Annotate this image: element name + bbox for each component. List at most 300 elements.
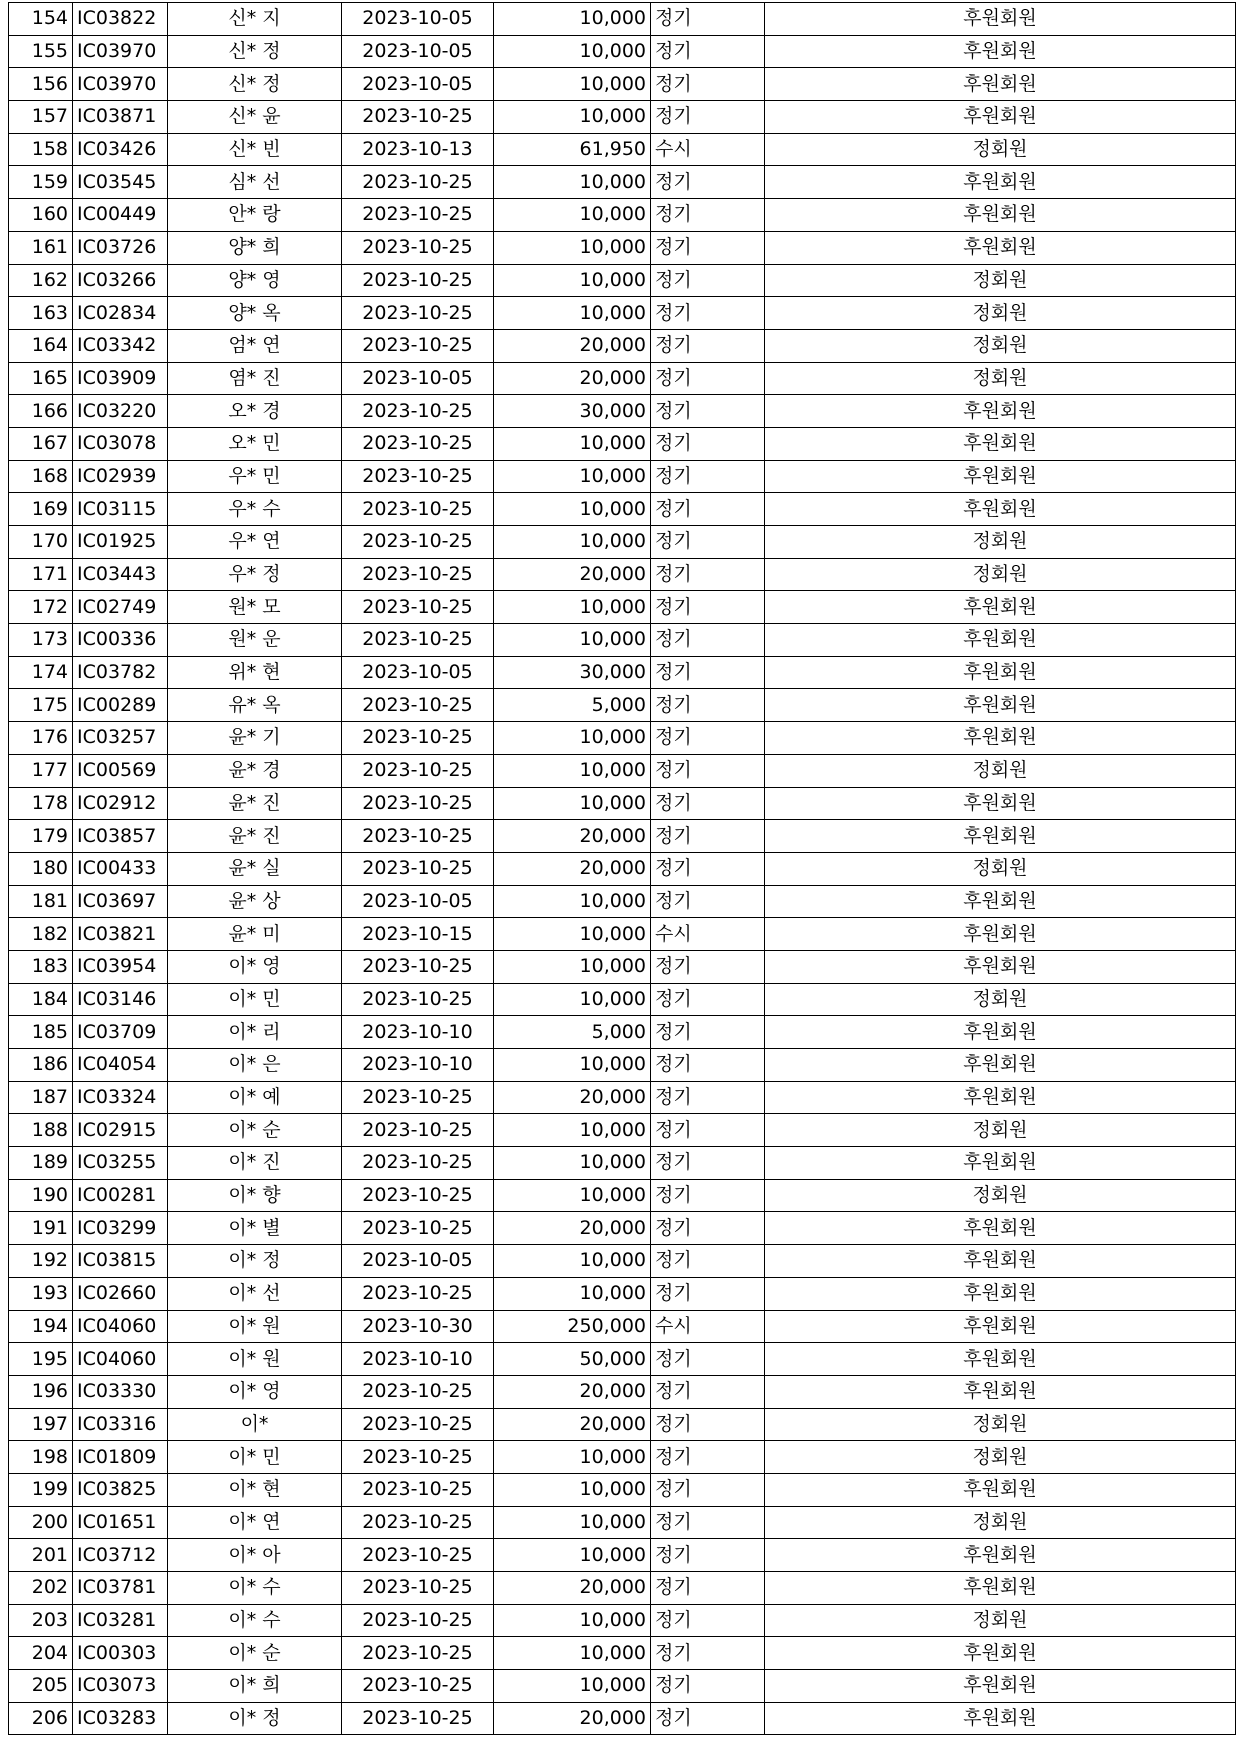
- table-row: [9, 1016, 1236, 1049]
- donation-date-cell: 2023-10-05: [342, 656, 494, 689]
- table-row: [9, 950, 1236, 983]
- member-name-cell: 우* 민: [168, 460, 342, 493]
- member-name-cell: 심* 선: [168, 166, 342, 199]
- table-row: [9, 1375, 1236, 1408]
- member-category-cell: 정회원: [765, 362, 1236, 395]
- member-category-cell: 후원회원: [765, 460, 1236, 493]
- member-id-cell: IC01651: [73, 1506, 168, 1539]
- donation-amount-cell: 20,000: [494, 1375, 651, 1408]
- donation-amount-cell: 10,000: [494, 885, 651, 918]
- row-number-cell: 182: [9, 918, 73, 951]
- member-category-cell: 후원회원: [765, 1473, 1236, 1506]
- member-id-cell: IC03299: [73, 1212, 168, 1245]
- donation-amount-cell: 10,000: [494, 1114, 651, 1147]
- row-number-cell: 188: [9, 1114, 73, 1147]
- row-number-cell: 206: [9, 1702, 73, 1735]
- table-row: [9, 199, 1236, 232]
- donation-date-cell: 2023-10-25: [342, 329, 494, 362]
- member-name-cell: 이*: [168, 1408, 342, 1441]
- table-row: [9, 1473, 1236, 1506]
- row-number-cell: 183: [9, 950, 73, 983]
- member-category-cell: 정회원: [765, 852, 1236, 885]
- member-name-cell: 이* 예: [168, 1081, 342, 1114]
- donation-date-cell: 2023-10-25: [342, 1702, 494, 1735]
- member-category-cell: 후원회원: [765, 1245, 1236, 1278]
- donation-amount-cell: 10,000: [494, 722, 651, 755]
- member-category-cell: 후원회원: [765, 1016, 1236, 1049]
- donation-type-cell: 정기: [651, 983, 765, 1016]
- member-id-cell: IC03266: [73, 264, 168, 297]
- member-id-cell: IC03283: [73, 1702, 168, 1735]
- donation-type-cell: 정기: [651, 1604, 765, 1637]
- donation-date-cell: 2023-10-25: [342, 1473, 494, 1506]
- donation-type-cell: 정기: [651, 1343, 765, 1376]
- table-row: [9, 329, 1236, 362]
- member-name-cell: 오* 경: [168, 395, 342, 428]
- member-category-cell: 후원회원: [765, 1081, 1236, 1114]
- donation-amount-cell: 5,000: [494, 689, 651, 722]
- member-name-cell: 우* 정: [168, 558, 342, 591]
- table-row: [9, 264, 1236, 297]
- donation-ledger-table: [8, 2, 1236, 1735]
- row-number-cell: 158: [9, 133, 73, 166]
- donation-amount-cell: 20,000: [494, 329, 651, 362]
- donation-type-cell: 정기: [651, 1179, 765, 1212]
- donation-type-cell: 정기: [651, 885, 765, 918]
- member-category-cell: 후원회원: [765, 3, 1236, 36]
- table-row: [9, 1506, 1236, 1539]
- donation-date-cell: 2023-10-25: [342, 983, 494, 1016]
- member-category-cell: 정회원: [765, 526, 1236, 559]
- member-category-cell: 정회원: [765, 1408, 1236, 1441]
- table-row: [9, 1343, 1236, 1376]
- donation-type-cell: 정기: [651, 1408, 765, 1441]
- donation-type-cell: 정기: [651, 1147, 765, 1180]
- donation-amount-cell: 20,000: [494, 362, 651, 395]
- member-id-cell: IC01925: [73, 526, 168, 559]
- member-id-cell: IC03220: [73, 395, 168, 428]
- member-id-cell: IC03821: [73, 918, 168, 951]
- table-row: [9, 918, 1236, 951]
- row-number-cell: 203: [9, 1604, 73, 1637]
- member-id-cell: IC03115: [73, 493, 168, 526]
- table-row: [9, 558, 1236, 591]
- member-id-cell: IC03822: [73, 3, 168, 36]
- table-row: [9, 885, 1236, 918]
- member-name-cell: 윤* 상: [168, 885, 342, 918]
- table-row: [9, 1637, 1236, 1670]
- donation-type-cell: 수시: [651, 1310, 765, 1343]
- member-id-cell: IC03545: [73, 166, 168, 199]
- row-number-cell: 195: [9, 1343, 73, 1376]
- member-id-cell: IC03709: [73, 1016, 168, 1049]
- row-number-cell: 169: [9, 493, 73, 526]
- member-name-cell: 이* 연: [168, 1506, 342, 1539]
- member-name-cell: 신* 정: [168, 35, 342, 68]
- member-id-cell: IC03324: [73, 1081, 168, 1114]
- member-category-cell: 정회원: [765, 983, 1236, 1016]
- row-number-cell: 171: [9, 558, 73, 591]
- donation-date-cell: 2023-10-25: [342, 1637, 494, 1670]
- donation-date-cell: 2023-10-25: [342, 460, 494, 493]
- row-number-cell: 168: [9, 460, 73, 493]
- donation-amount-cell: 10,000: [494, 35, 651, 68]
- table-row: [9, 1245, 1236, 1278]
- donation-amount-cell: 10,000: [494, 68, 651, 101]
- donation-amount-cell: 10,000: [494, 1506, 651, 1539]
- member-category-cell: 후원회원: [765, 35, 1236, 68]
- member-name-cell: 우* 수: [168, 493, 342, 526]
- row-number-cell: 160: [9, 199, 73, 232]
- member-name-cell: 우* 연: [168, 526, 342, 559]
- donation-date-cell: 2023-10-25: [342, 199, 494, 232]
- donation-date-cell: 2023-10-25: [342, 526, 494, 559]
- donation-type-cell: 정기: [651, 1375, 765, 1408]
- donation-date-cell: 2023-10-25: [342, 624, 494, 657]
- donation-date-cell: 2023-10-25: [342, 1604, 494, 1637]
- donation-type-cell: 정기: [651, 1245, 765, 1278]
- donation-type-cell: 정기: [651, 101, 765, 134]
- donation-amount-cell: 10,000: [494, 591, 651, 624]
- member-category-cell: 후원회원: [765, 68, 1236, 101]
- donation-date-cell: 2023-10-25: [342, 1081, 494, 1114]
- row-number-cell: 177: [9, 754, 73, 787]
- table-row: [9, 1179, 1236, 1212]
- member-name-cell: 양* 옥: [168, 297, 342, 330]
- donation-date-cell: 2023-10-25: [342, 427, 494, 460]
- member-name-cell: 원* 모: [168, 591, 342, 624]
- donation-type-cell: 정기: [651, 1572, 765, 1605]
- donation-date-cell: 2023-10-25: [342, 950, 494, 983]
- donation-amount-cell: 10,000: [494, 493, 651, 526]
- member-id-cell: IC03857: [73, 820, 168, 853]
- donation-amount-cell: 10,000: [494, 1670, 651, 1703]
- row-number-cell: 184: [9, 983, 73, 1016]
- member-name-cell: 이* 영: [168, 950, 342, 983]
- donation-type-cell: 정기: [651, 1539, 765, 1572]
- member-id-cell: IC03316: [73, 1408, 168, 1441]
- donation-date-cell: 2023-10-10: [342, 1343, 494, 1376]
- row-number-cell: 156: [9, 68, 73, 101]
- donation-amount-cell: 10,000: [494, 1179, 651, 1212]
- member-name-cell: 윤* 실: [168, 852, 342, 885]
- member-name-cell: 이* 민: [168, 983, 342, 1016]
- member-name-cell: 원* 운: [168, 624, 342, 657]
- member-name-cell: 윤* 미: [168, 918, 342, 951]
- member-category-cell: 후원회원: [765, 820, 1236, 853]
- row-number-cell: 193: [9, 1277, 73, 1310]
- donation-type-cell: 정기: [651, 297, 765, 330]
- member-category-cell: 후원회원: [765, 1375, 1236, 1408]
- member-name-cell: 안* 랑: [168, 199, 342, 232]
- member-name-cell: 이* 진: [168, 1147, 342, 1180]
- row-number-cell: 176: [9, 722, 73, 755]
- donation-amount-cell: 10,000: [494, 787, 651, 820]
- row-number-cell: 170: [9, 526, 73, 559]
- member-id-cell: IC03443: [73, 558, 168, 591]
- member-category-cell: 후원회원: [765, 427, 1236, 460]
- member-category-cell: 정회원: [765, 558, 1236, 591]
- table-row: [9, 1049, 1236, 1082]
- donation-amount-cell: 10,000: [494, 1049, 651, 1082]
- table-row: [9, 852, 1236, 885]
- member-name-cell: 윤* 진: [168, 820, 342, 853]
- member-id-cell: IC03782: [73, 656, 168, 689]
- member-name-cell: 이* 현: [168, 1473, 342, 1506]
- donation-type-cell: 정기: [651, 820, 765, 853]
- donation-date-cell: 2023-10-25: [342, 1670, 494, 1703]
- member-id-cell: IC03970: [73, 35, 168, 68]
- member-name-cell: 이* 아: [168, 1539, 342, 1572]
- donation-type-cell: 정기: [651, 1702, 765, 1735]
- row-number-cell: 201: [9, 1539, 73, 1572]
- table-row: [9, 1539, 1236, 1572]
- row-number-cell: 194: [9, 1310, 73, 1343]
- donation-amount-cell: 30,000: [494, 656, 651, 689]
- table-row: [9, 493, 1236, 526]
- donation-amount-cell: 10,000: [494, 754, 651, 787]
- table-row: [9, 1670, 1236, 1703]
- table-row: [9, 1212, 1236, 1245]
- table-row: [9, 1702, 1236, 1735]
- row-number-cell: 166: [9, 395, 73, 428]
- table-row: [9, 1572, 1236, 1605]
- donation-type-cell: 수시: [651, 133, 765, 166]
- member-id-cell: IC02834: [73, 297, 168, 330]
- donation-amount-cell: 5,000: [494, 1016, 651, 1049]
- donation-amount-cell: 20,000: [494, 852, 651, 885]
- member-id-cell: IC03970: [73, 68, 168, 101]
- donation-amount-cell: 10,000: [494, 460, 651, 493]
- table-row: [9, 689, 1236, 722]
- member-category-cell: 후원회원: [765, 1637, 1236, 1670]
- table-row: [9, 656, 1236, 689]
- donation-amount-cell: 20,000: [494, 820, 651, 853]
- member-category-cell: 정회원: [765, 297, 1236, 330]
- table-row: [9, 297, 1236, 330]
- member-id-cell: IC03909: [73, 362, 168, 395]
- member-name-cell: 엄* 연: [168, 329, 342, 362]
- donation-date-cell: 2023-10-25: [342, 787, 494, 820]
- row-number-cell: 157: [9, 101, 73, 134]
- row-number-cell: 172: [9, 591, 73, 624]
- donation-date-cell: 2023-10-25: [342, 558, 494, 591]
- table-row: [9, 787, 1236, 820]
- member-category-cell: 후원회원: [765, 624, 1236, 657]
- donation-date-cell: 2023-10-05: [342, 362, 494, 395]
- donation-date-cell: 2023-10-05: [342, 3, 494, 36]
- donation-amount-cell: 20,000: [494, 1572, 651, 1605]
- row-number-cell: 197: [9, 1408, 73, 1441]
- donation-amount-cell: 30,000: [494, 395, 651, 428]
- member-category-cell: 후원회원: [765, 395, 1236, 428]
- donation-date-cell: 2023-10-25: [342, 1114, 494, 1147]
- donation-type-cell: 정기: [651, 460, 765, 493]
- row-number-cell: 204: [9, 1637, 73, 1670]
- member-category-cell: 정회원: [765, 1506, 1236, 1539]
- row-number-cell: 180: [9, 852, 73, 885]
- donation-date-cell: 2023-10-25: [342, 1147, 494, 1180]
- member-id-cell: IC00433: [73, 852, 168, 885]
- member-name-cell: 윤* 경: [168, 754, 342, 787]
- member-name-cell: 신* 윤: [168, 101, 342, 134]
- member-category-cell: 후원회원: [765, 493, 1236, 526]
- donation-date-cell: 2023-10-25: [342, 101, 494, 134]
- donation-date-cell: 2023-10-25: [342, 1375, 494, 1408]
- donation-type-cell: 정기: [651, 526, 765, 559]
- row-number-cell: 165: [9, 362, 73, 395]
- donation-type-cell: 정기: [651, 199, 765, 232]
- member-name-cell: 이* 은: [168, 1049, 342, 1082]
- table-row: [9, 35, 1236, 68]
- donation-amount-cell: 20,000: [494, 1408, 651, 1441]
- donation-amount-cell: 10,000: [494, 1147, 651, 1180]
- row-number-cell: 186: [9, 1049, 73, 1082]
- row-number-cell: 178: [9, 787, 73, 820]
- donation-type-cell: 정기: [651, 395, 765, 428]
- table-row: [9, 427, 1236, 460]
- donation-type-cell: 정기: [651, 624, 765, 657]
- row-number-cell: 199: [9, 1473, 73, 1506]
- table-row: [9, 624, 1236, 657]
- donation-date-cell: 2023-10-05: [342, 1245, 494, 1278]
- member-id-cell: IC00289: [73, 689, 168, 722]
- member-category-cell: 후원회원: [765, 591, 1236, 624]
- member-id-cell: IC03330: [73, 1375, 168, 1408]
- table-row: [9, 133, 1236, 166]
- member-name-cell: 이* 순: [168, 1637, 342, 1670]
- member-id-cell: IC03712: [73, 1539, 168, 1572]
- member-category-cell: 정회원: [765, 264, 1236, 297]
- donation-amount-cell: 10,000: [494, 166, 651, 199]
- donation-date-cell: 2023-10-25: [342, 297, 494, 330]
- row-number-cell: 175: [9, 689, 73, 722]
- member-category-cell: 정회원: [765, 1179, 1236, 1212]
- member-category-cell: 후원회원: [765, 101, 1236, 134]
- donation-amount-cell: 20,000: [494, 1081, 651, 1114]
- member-id-cell: IC04060: [73, 1310, 168, 1343]
- member-name-cell: 이* 순: [168, 1114, 342, 1147]
- donation-date-cell: 2023-10-30: [342, 1310, 494, 1343]
- member-category-cell: 후원회원: [765, 1702, 1236, 1735]
- row-number-cell: 161: [9, 231, 73, 264]
- member-name-cell: 오* 민: [168, 427, 342, 460]
- table-row: [9, 1081, 1236, 1114]
- donation-amount-cell: 10,000: [494, 101, 651, 134]
- member-name-cell: 유* 옥: [168, 689, 342, 722]
- member-name-cell: 윤* 기: [168, 722, 342, 755]
- member-category-cell: 후원회원: [765, 1670, 1236, 1703]
- member-name-cell: 이* 별: [168, 1212, 342, 1245]
- row-number-cell: 163: [9, 297, 73, 330]
- member-name-cell: 양* 희: [168, 231, 342, 264]
- donation-date-cell: 2023-10-13: [342, 133, 494, 166]
- member-category-cell: 정회원: [765, 329, 1236, 362]
- member-category-cell: 후원회원: [765, 1147, 1236, 1180]
- member-category-cell: 후원회원: [765, 1049, 1236, 1082]
- table-row: [9, 820, 1236, 853]
- donation-date-cell: 2023-10-10: [342, 1049, 494, 1082]
- member-category-cell: 후원회원: [765, 1212, 1236, 1245]
- table-row: [9, 1441, 1236, 1474]
- donation-date-cell: 2023-10-05: [342, 68, 494, 101]
- donation-amount-cell: 20,000: [494, 1212, 651, 1245]
- member-id-cell: IC02749: [73, 591, 168, 624]
- member-id-cell: IC03342: [73, 329, 168, 362]
- member-category-cell: 정회원: [765, 1441, 1236, 1474]
- row-number-cell: 159: [9, 166, 73, 199]
- member-category-cell: 후원회원: [765, 1310, 1236, 1343]
- member-category-cell: 후원회원: [765, 950, 1236, 983]
- member-name-cell: 이* 영: [168, 1375, 342, 1408]
- member-id-cell: IC03871: [73, 101, 168, 134]
- row-number-cell: 154: [9, 3, 73, 36]
- member-id-cell: IC02915: [73, 1114, 168, 1147]
- donation-date-cell: 2023-10-25: [342, 231, 494, 264]
- donation-type-cell: 정기: [651, 1277, 765, 1310]
- donation-amount-cell: 10,000: [494, 1245, 651, 1278]
- table-row: [9, 722, 1236, 755]
- donation-type-cell: 정기: [651, 1081, 765, 1114]
- donation-date-cell: 2023-10-25: [342, 1441, 494, 1474]
- donation-type-cell: 정기: [651, 852, 765, 885]
- row-number-cell: 189: [9, 1147, 73, 1180]
- donation-type-cell: 정기: [651, 1441, 765, 1474]
- member-category-cell: 정회원: [765, 1114, 1236, 1147]
- donation-date-cell: 2023-10-25: [342, 591, 494, 624]
- donation-type-cell: 정기: [651, 427, 765, 460]
- member-category-cell: 후원회원: [765, 231, 1236, 264]
- donation-amount-cell: 20,000: [494, 558, 651, 591]
- row-number-cell: 173: [9, 624, 73, 657]
- member-category-cell: 후원회원: [765, 722, 1236, 755]
- member-name-cell: 위* 현: [168, 656, 342, 689]
- donation-type-cell: 정기: [651, 754, 765, 787]
- donation-amount-cell: 10,000: [494, 1277, 651, 1310]
- donation-amount-cell: 20,000: [494, 1702, 651, 1735]
- member-category-cell: 후원회원: [765, 689, 1236, 722]
- donation-date-cell: 2023-10-25: [342, 493, 494, 526]
- row-number-cell: 191: [9, 1212, 73, 1245]
- member-category-cell: 후원회원: [765, 918, 1236, 951]
- member-id-cell: IC04060: [73, 1343, 168, 1376]
- member-id-cell: IC04054: [73, 1049, 168, 1082]
- donation-type-cell: 정기: [651, 1670, 765, 1703]
- donation-amount-cell: 10,000: [494, 950, 651, 983]
- donation-type-cell: 정기: [651, 787, 765, 820]
- member-name-cell: 이* 원: [168, 1310, 342, 1343]
- member-name-cell: 이* 수: [168, 1604, 342, 1637]
- member-category-cell: 후원회원: [765, 199, 1236, 232]
- member-id-cell: IC03726: [73, 231, 168, 264]
- donation-date-cell: 2023-10-25: [342, 852, 494, 885]
- donation-amount-cell: 61,950: [494, 133, 651, 166]
- member-id-cell: IC03078: [73, 427, 168, 460]
- donation-amount-cell: 10,000: [494, 918, 651, 951]
- table-row: [9, 1277, 1236, 1310]
- table-row: [9, 460, 1236, 493]
- member-name-cell: 윤* 진: [168, 787, 342, 820]
- donation-amount-cell: 10,000: [494, 3, 651, 36]
- donation-type-cell: 정기: [651, 656, 765, 689]
- member-id-cell: IC03255: [73, 1147, 168, 1180]
- donation-date-cell: 2023-10-10: [342, 1016, 494, 1049]
- member-category-cell: 정회원: [765, 1604, 1236, 1637]
- donation-type-cell: 정기: [651, 689, 765, 722]
- donation-date-cell: 2023-10-15: [342, 918, 494, 951]
- donation-amount-cell: 10,000: [494, 1539, 651, 1572]
- member-name-cell: 이* 정: [168, 1702, 342, 1735]
